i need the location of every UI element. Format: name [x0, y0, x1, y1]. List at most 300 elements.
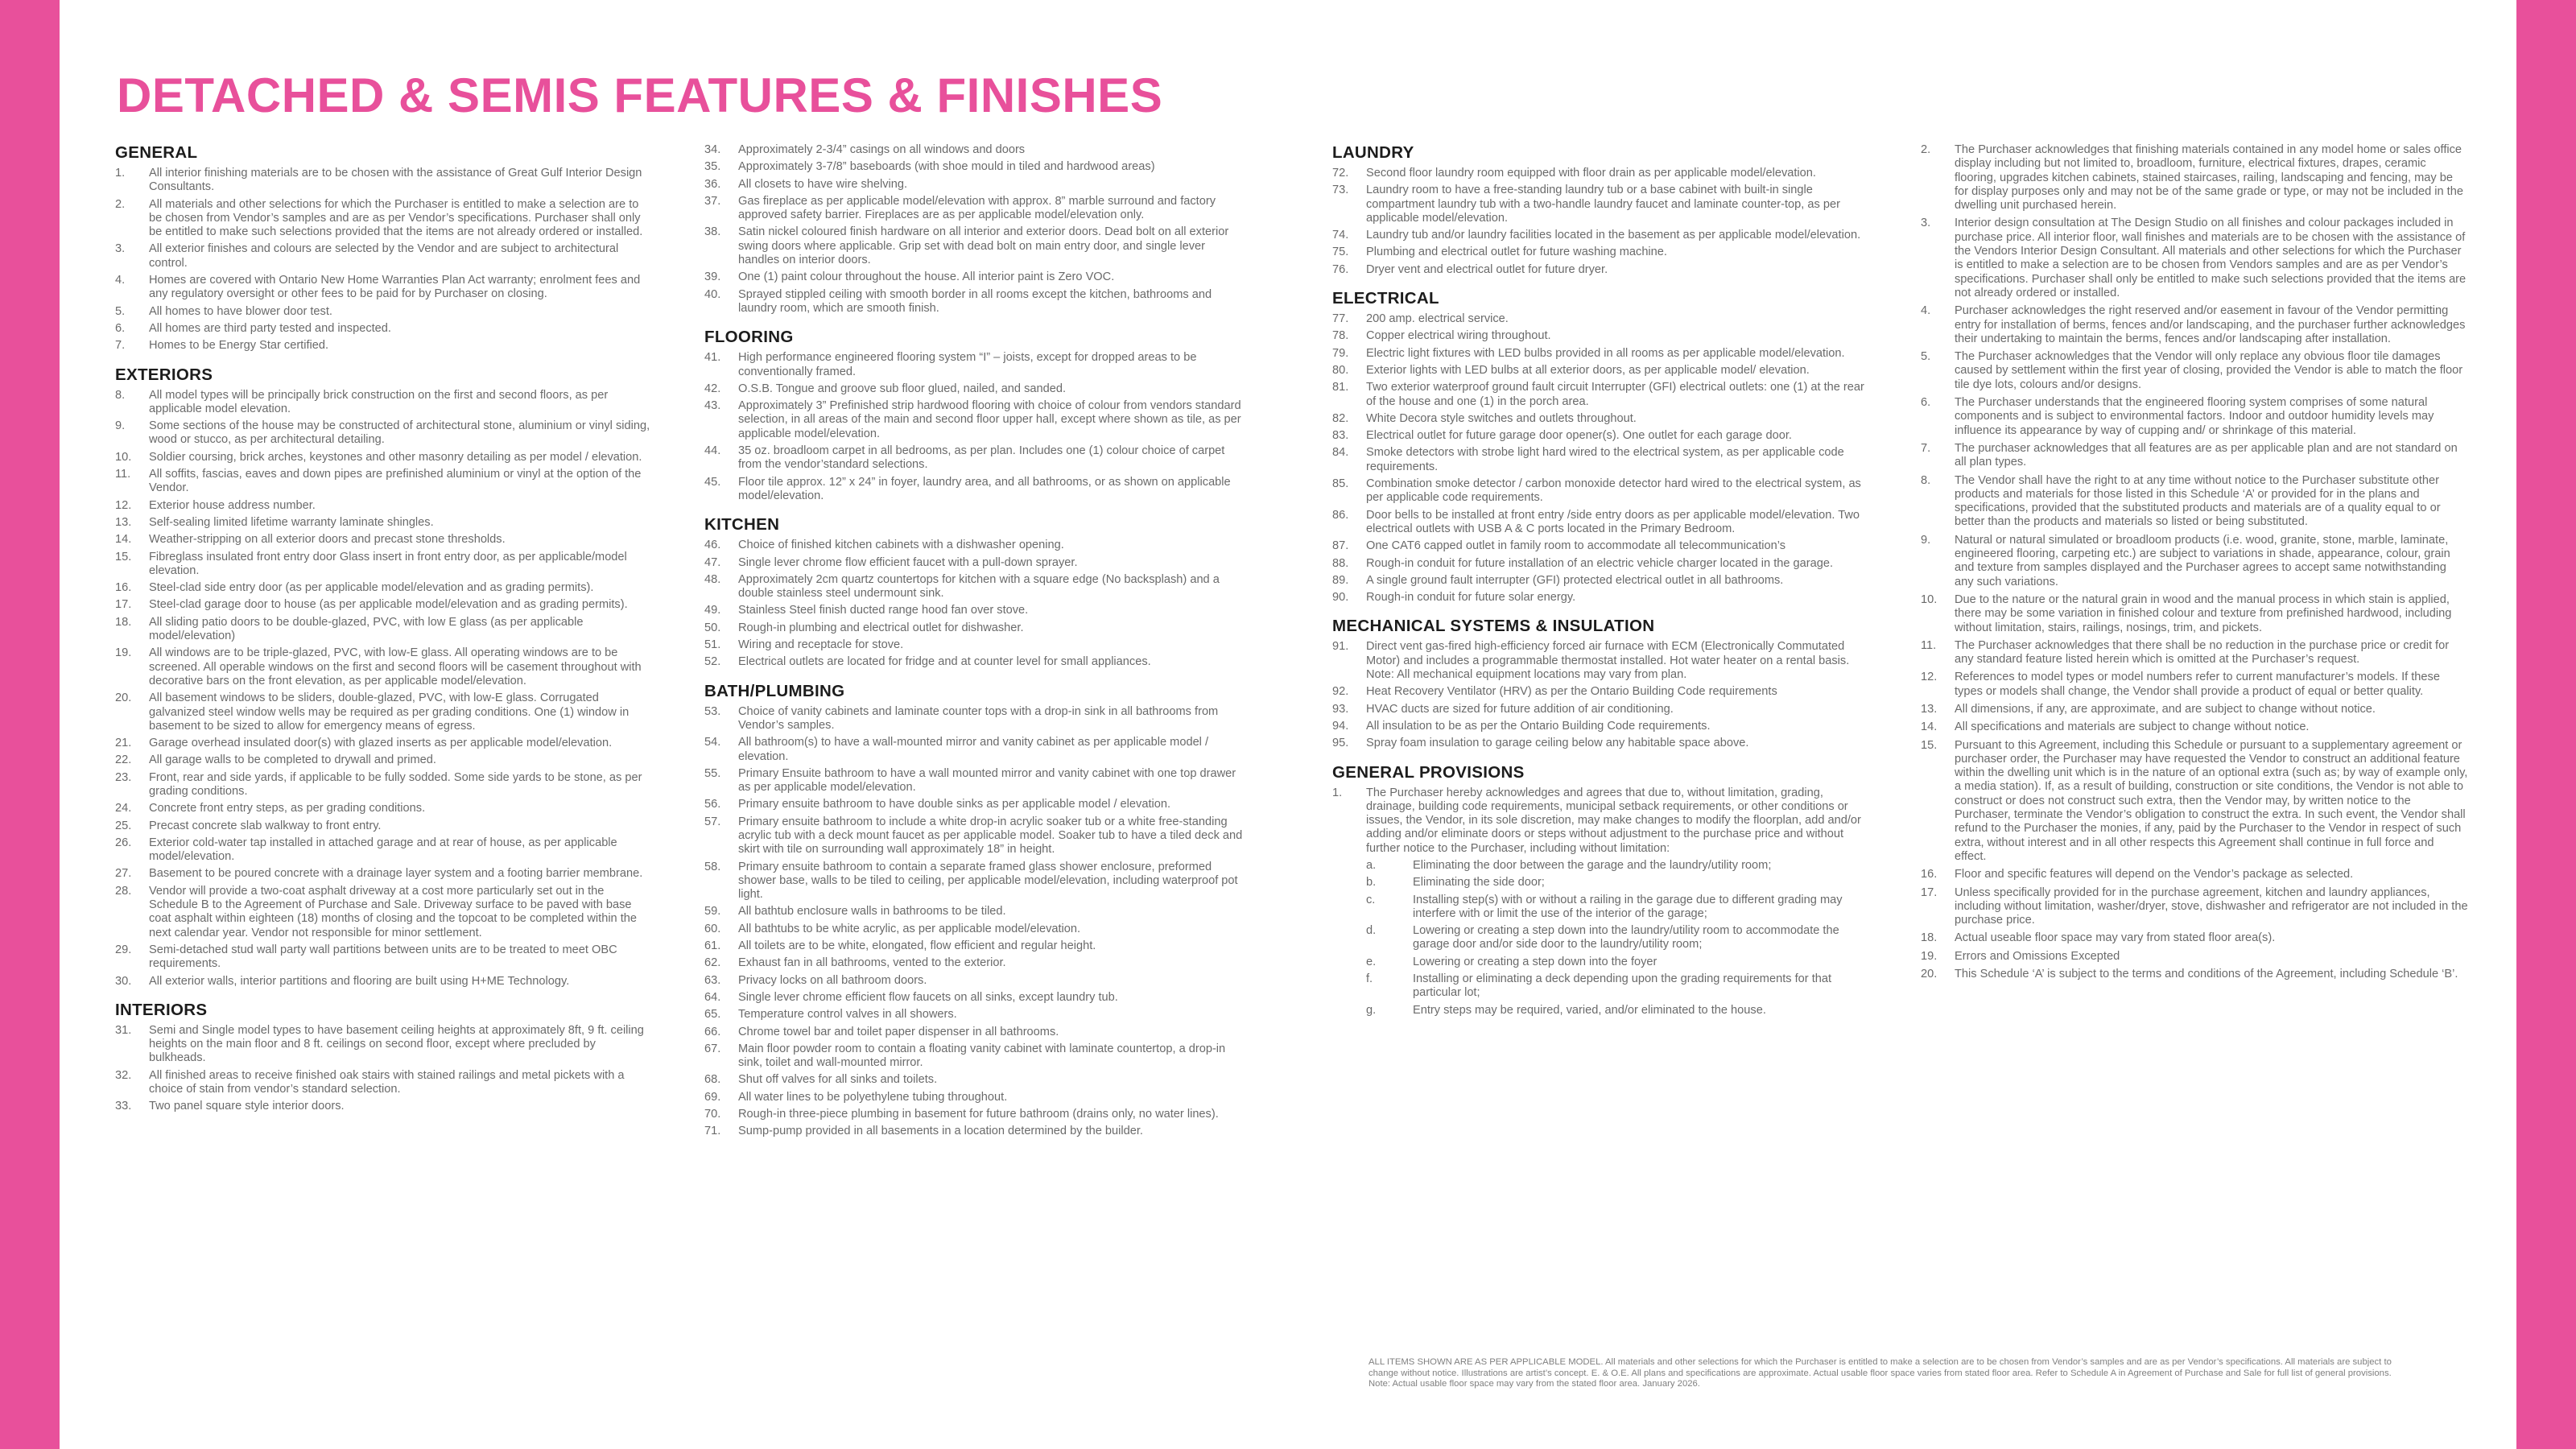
item-text-block: [738, 160, 1244, 174]
sub-item: [1366, 859, 1872, 873]
list-item: [704, 815, 1244, 857]
item-text-block: [1366, 381, 1872, 409]
item-text-block: [149, 802, 650, 815]
item-number: 72.: [1332, 167, 1349, 180]
item-number: 61.: [704, 939, 721, 953]
item-number: 60.: [704, 922, 721, 935]
item-text: Floor and specific features will depend on the Vendor’s package as selected.: [1955, 868, 2354, 881]
list-item: [704, 1042, 1244, 1071]
item-text-block: [738, 539, 1244, 552]
item-text: Interior design consultation at The Design Studio on all finishes and colour packages included in purchase price. All interior floor, wall finishes and materials are to be chosen with the assistance of the Vendors Interior Design Consultant. All materials and other selections for which the Purchaser is entitled to make a selection are to be chosen from Vendors samples and are as per Vendor’s specifications. Purchaser shall only be entitled to make such selections provided that the items are not already ordered or installed.: [1955, 217, 2467, 299]
item-text: All toilets are to be white, elongated, flow efficient and regular height.: [738, 939, 1096, 953]
item-number: 92.: [1332, 685, 1349, 699]
item-number: 18.: [1921, 931, 1938, 945]
item-text: Direct vent gas-fired high-efficiency forced air furnace with ECM (Electronically Commutated Motor) and includes a programmable thermostat installed. Hot water heater on a rental basis. Note: All mechanical equipment locations may vary from plan.: [1366, 640, 1850, 682]
item-text-block: [149, 389, 650, 417]
item-number: 8.: [1921, 473, 1931, 487]
list-item: [704, 736, 1244, 764]
item-text-block: [738, 798, 1244, 811]
item-number: 42.: [704, 382, 721, 395]
item-list: [704, 539, 1244, 669]
item-number: 4.: [1921, 304, 1931, 318]
disclaimer-text: ALL ITEMS SHOWN ARE AS PER APPLICABLE MODEL. All materials and other selections for which the Purchaser is entitled to make a selection are to be chosen from Vendor’s samples and are as per Vendor’s specifications. All materials are subject to change without notice. Illustrations are artist’s concept. E. & O.E. All plans and specifications are approximate. Actual usable floor space varies from stated floor area. Refer to Schedule A in Agreement of Purchase and Sale for full list of general provisions. Note: Actual usable floor space may vary from the stated floor area. January 2026.: [1368, 1357, 2392, 1389]
item-text: All homes are third party tested and inspected.: [149, 321, 391, 335]
item-text: Rough-in conduit for future solar energy.: [1366, 591, 1576, 605]
item-text: White Decora style switches and outlets throughout.: [1366, 411, 1637, 425]
item-text: The Purchaser acknowledges that finishing materials contained in any model home or sales office display including but not limited to, broadloom, furniture, electrical fixtures, drapes, ceramic flooring, upgrades kitchen cabinets, stained staircases, railing, landscaping and fencing, may be for display purposes only and may not be of the same grade or type, or may not be included in the dwelling unit purchased herein.: [1955, 143, 2463, 213]
item-number: 16.: [115, 581, 132, 595]
item-text-block: [149, 885, 650, 940]
item-text: Combination smoke detector / carbon monoxide detector hard wired to the electrical system, as per applicable code requirements.: [1366, 477, 1861, 505]
section: [1332, 289, 1872, 605]
list-item: [115, 551, 650, 579]
sub-item-text: Installing step(s) with or without a railing in the garage due to different grading may interfere with or limit the use of the interior of the garage;: [1413, 893, 1843, 920]
list-item: [1332, 509, 1872, 537]
item-text: The Vendor shall have the right to at any time without notice to the Purchaser substitute other products and materials for those listed in this Schedule ‘A’ or provided for in the plans and specifications, provided that the substituted products and materials are of a quality equal to or better than the products and materials so listed or being substituted.: [1955, 473, 2441, 529]
list-item: [1332, 539, 1872, 553]
item-number: 75.: [1332, 246, 1349, 259]
list-item: [1921, 474, 2468, 530]
item-number: 84.: [1332, 446, 1349, 460]
item-text-block: [1955, 868, 2468, 881]
item-text: Soldier coursing, brick arches, keystones and other masonry detailing as per model / elevation.: [149, 450, 642, 464]
section: [1332, 763, 1872, 1021]
item-number: 55.: [704, 766, 721, 780]
item-text-block: [738, 573, 1244, 601]
item-number: 67.: [704, 1042, 721, 1055]
list-item: [704, 939, 1244, 953]
item-text: Stainless Steel finish ducted range hood fan over stove.: [738, 604, 1029, 617]
item-number: 14.: [1921, 720, 1938, 734]
item-text-block: [149, 468, 650, 496]
sub-item: [1366, 876, 1872, 890]
list-item: [704, 225, 1244, 267]
item-text-block: [149, 167, 650, 195]
item-number: 88.: [1332, 556, 1349, 570]
item-number: 1.: [1332, 786, 1343, 799]
item-text-block: [738, 974, 1244, 988]
list-item: [704, 1026, 1244, 1039]
list-item: [1332, 167, 1872, 180]
item-number: 29.: [115, 943, 132, 956]
item-number: 62.: [704, 956, 721, 970]
item-text: The Purchaser acknowledges that the Vendor will only replace any obvious floor tile damages caused by settlement within the first year of closing, provided the Vendor is able to match the floor tile dye lots, colours and/or designs.: [1955, 350, 2463, 391]
item-number: 86.: [1332, 508, 1349, 522]
list-item: [1332, 591, 1872, 605]
sub-item-text: Eliminating the side door;: [1413, 876, 1545, 890]
item-text-block: [1366, 703, 1872, 716]
list-item: [704, 655, 1244, 669]
sub-item-letter: c.: [1366, 893, 1376, 906]
item-number: 15.: [1921, 738, 1938, 752]
item-number: 5.: [115, 304, 126, 318]
item-text: Exterior cold-water tap installed in attached garage and at rear of house, as per applicable model/elevation.: [149, 836, 617, 864]
section: [704, 143, 1244, 316]
item-text: Errors and Omissions Excepted: [1955, 949, 2120, 963]
item-text-block: [738, 399, 1244, 441]
item-text: Rough-in three-piece plumbing in basement for future bathroom (drains only, no water lines).: [738, 1108, 1219, 1121]
item-text: Purchaser acknowledges the right reserved and/or easement in favour of the Vendor permitting entry for installation of berms, fences and/or landscaping, and the purchaser further acknowledges their undertaking to maintain the berms, fences and/or landscaping after installation.: [1955, 304, 2466, 345]
list-item: [704, 705, 1244, 733]
item-number: 10.: [115, 450, 132, 464]
item-text: Electrical outlets are located for fridge and at counter level for small appliances.: [738, 655, 1151, 669]
list-item: [1921, 886, 2468, 928]
item-text: Homes to be Energy Star certified.: [149, 339, 329, 353]
sub-item: [1366, 894, 1872, 922]
item-text: References to model types or model numbers refer to current manufacturer’s models. If these types or models shall change, the Vendor shall provide a product of equal or better quality.: [1955, 671, 2440, 698]
item-number: 76.: [1332, 262, 1349, 276]
item-text-block: [149, 533, 650, 547]
section-title: FLOORING: [704, 328, 794, 347]
item-number: 11.: [1921, 638, 1937, 652]
item-number: 7.: [1921, 441, 1931, 455]
section: [115, 365, 650, 989]
section-title: ELECTRICAL: [1332, 289, 1439, 308]
item-text: Approximately 2-3/4” casings on all windows and doors: [738, 143, 1026, 156]
item-number: 40.: [704, 287, 721, 301]
list-item: [1921, 703, 2468, 716]
list-item: [115, 339, 650, 353]
section-title: GENERAL: [115, 143, 198, 162]
item-list: [1332, 640, 1872, 750]
item-number: 17.: [115, 598, 132, 612]
item-text: This Schedule ‘A’ is subject to the terms and conditions of the Agreement, including Schedule ‘B’.: [1955, 968, 2458, 981]
list-item: [115, 943, 650, 972]
item-number: 73.: [1332, 184, 1349, 197]
sub-item-letter: f.: [1366, 972, 1373, 986]
item-list: [115, 389, 650, 989]
item-number: 43.: [704, 399, 721, 413]
item-text: Precast concrete slab walkway to front entry.: [149, 819, 382, 832]
item-number: 2.: [1921, 143, 1931, 156]
section: [704, 515, 1244, 669]
item-number: 87.: [1332, 539, 1349, 553]
item-list: [704, 705, 1244, 1139]
item-number: 14.: [115, 533, 132, 547]
list-item: [704, 160, 1244, 174]
list-item: [1332, 640, 1872, 682]
item-text: All sliding patio doors to be double-glazed, PVC, with low E glass (as per applicable model/elevation): [149, 615, 584, 643]
item-number: 59.: [704, 905, 721, 919]
item-number: 63.: [704, 973, 721, 987]
list-item: [115, 581, 650, 595]
item-text: Sump-pump provided in all basements in a location determined by the builder.: [738, 1125, 1143, 1138]
item-text: Exhaust fan in all bathrooms, vented to the exterior.: [738, 956, 1006, 970]
item-number: 12.: [1921, 671, 1938, 684]
item-text: The purchaser acknowledges that all features are as per applicable plan and are not standard on all plan types.: [1955, 441, 2458, 469]
item-number: 94.: [1332, 719, 1349, 733]
item-number: 6.: [115, 321, 126, 335]
item-text-block: [738, 288, 1244, 316]
item-list: [1332, 312, 1872, 605]
item-text-block: [1366, 574, 1872, 588]
item-number: 11.: [115, 468, 131, 481]
item-text: Door bells to be installed at front entry /side entry doors as per applicable model/elevation. Two electrical outlets with USB A & C ports located in the Primary Bedroom.: [1366, 508, 1860, 535]
sub-item: [1366, 956, 1872, 969]
list-item: [1921, 968, 2468, 981]
item-number: 74.: [1332, 229, 1349, 242]
item-text: Electric light fixtures with LED bulbs provided in all rooms as per applicable model/elevation.: [1366, 346, 1845, 360]
column-3: [1332, 143, 1872, 1033]
list-item: [1332, 312, 1872, 326]
item-text-block: [738, 382, 1244, 396]
section-title: MECHANICAL SYSTEMS & INSULATION: [1332, 617, 1655, 636]
item-text-block: [738, 178, 1244, 192]
item-number: 24.: [115, 802, 132, 815]
item-number: 52.: [704, 655, 721, 669]
item-text: 200 amp. electrical service.: [1366, 312, 1509, 326]
item-number: 41.: [704, 351, 721, 365]
item-text: All interior finishing materials are to be chosen with the assistance of Great Gulf Interior Design Consultants.: [149, 167, 642, 194]
item-text: All garage walls to be completed to drywall and primed.: [149, 753, 436, 767]
list-item: [1921, 739, 2468, 865]
item-number: 3.: [1921, 217, 1931, 230]
list-item: [115, 867, 650, 881]
list-item: [115, 691, 650, 733]
list-item: [1332, 446, 1872, 474]
item-number: 31.: [115, 1023, 132, 1037]
item-text-block: [1955, 534, 2468, 589]
list-item: [115, 885, 650, 940]
item-number: 5.: [1921, 350, 1931, 364]
item-text-block: [149, 771, 650, 799]
item-text-block: [149, 581, 650, 595]
item-text: Concrete front entry steps, as per grading conditions.: [149, 802, 426, 815]
item-text: Fibreglass insulated front entry door Glass insert in front entry door, as per applicable/model elevation.: [149, 550, 627, 577]
item-text-block: [149, 1069, 650, 1097]
item-text: Steel-clad garage door to house (as per applicable model/elevation and as grading permits).: [149, 598, 628, 612]
item-number: 56.: [704, 798, 721, 811]
sub-item-text: Entry steps may be required, varied, and/or eliminated to the house.: [1413, 1003, 1766, 1017]
list-item: [704, 798, 1244, 811]
item-text-block: [1955, 217, 2468, 300]
list-item: [704, 573, 1244, 601]
item-text-block: [149, 943, 650, 972]
list-item: [704, 382, 1244, 396]
item-list: [1921, 143, 2468, 981]
list-item: [704, 178, 1244, 192]
item-text-block: [149, 499, 650, 513]
item-text-block: [1955, 396, 2468, 438]
list-item: [115, 451, 650, 464]
item-text-block: [1366, 720, 1872, 733]
item-text: A single ground fault interrupter (GFI) protected electrical outlet in all bathrooms.: [1366, 573, 1784, 587]
item-text-block: [738, 991, 1244, 1005]
item-text: HVAC ducts are sized for future addition of air conditioning.: [1366, 702, 1674, 716]
item-text-block: [1366, 557, 1872, 571]
list-item: [1332, 329, 1872, 343]
list-item: [1332, 229, 1872, 242]
section-title: KITCHEN: [704, 515, 780, 535]
item-text-block: [738, 956, 1244, 970]
item-text: Privacy locks on all bathroom doors.: [738, 973, 927, 987]
section: [1921, 143, 2468, 981]
item-text: All homes to have blower door test.: [149, 304, 332, 318]
item-number: 10.: [1921, 592, 1938, 606]
item-text: All bathroom(s) to have a wall-mounted mirror and vanity cabinet as per applicable model / elevation.: [738, 736, 1209, 763]
section-title: BATH/PLUMBING: [704, 681, 845, 700]
list-item: [115, 646, 650, 688]
item-text-block: [1366, 167, 1872, 180]
list-item: [1921, 593, 2468, 635]
list-item: [115, 274, 650, 302]
item-text-block: [149, 737, 650, 750]
item-number: 34.: [704, 143, 721, 156]
item-text-block: [149, 516, 650, 530]
list-item: [115, 468, 650, 496]
list-item: [704, 399, 1244, 441]
list-item: [115, 322, 650, 336]
item-text-block: [149, 1100, 650, 1113]
left-accent-band: [0, 0, 60, 1449]
item-text-block: [738, 655, 1244, 669]
item-number: 51.: [704, 638, 721, 652]
item-number: 36.: [704, 177, 721, 191]
item-text: Rough-in conduit for future installation of an electric vehicle charger located in the garage.: [1366, 556, 1834, 570]
item-text-block: [738, 195, 1244, 223]
item-text: The Purchaser hereby acknowledges and agrees that due to, without limitation, grading, drainage, building code requirements, municipal setback requirements, or other conditions or issues, the Vendor, in its sole discretion, may make changes to modify the floorplan, add and/or adding and/or eliminate doors or steps without adjustment to the purchase price and without further notice to the Purchaser, including without limitation:: [1366, 786, 1861, 855]
sub-item-letter: b.: [1366, 876, 1377, 890]
item-text-block: [738, 1091, 1244, 1104]
item-number: 19.: [115, 646, 132, 660]
item-text: Wiring and receptacle for stove.: [738, 638, 904, 652]
item-number: 83.: [1332, 429, 1349, 443]
list-item: [1332, 786, 1872, 1021]
item-text: Laundry room to have a free-standing laundry tub or a base cabinet with built-in single compartment laundry tub with a two-handle laundry faucet and laminate counter-top, as per applicable model/elevation.: [1366, 184, 1840, 225]
item-text-block: [149, 867, 650, 881]
item-number: 32.: [115, 1068, 132, 1082]
item-text-block: [1366, 263, 1872, 277]
item-number: 49.: [704, 604, 721, 617]
item-text: Unless specifically provided for in the purchase agreement, kitchen and laundry appliances, including without limitation, washer/dryer, stove, dishwasher and refrigerator are not included in the purchase price.: [1955, 886, 2468, 927]
item-text: Floor tile approx. 12” x 24” in foyer, laundry area, and all bathrooms, or as shown on applicable model/elevation.: [738, 475, 1231, 502]
item-text-block: [738, 905, 1244, 919]
section: [1332, 617, 1872, 750]
list-item: [1332, 720, 1872, 733]
item-text: Semi-detached stud wall party wall partitions between units are to be treated to meet OBC requirements.: [149, 943, 617, 971]
sub-item: [1366, 972, 1872, 1001]
section: [115, 1001, 650, 1114]
item-text-block: [1955, 474, 2468, 530]
list-item: [115, 1069, 650, 1097]
column-1: [115, 143, 650, 1126]
item-text-block: [1955, 703, 2468, 716]
item-number: 85.: [1332, 477, 1349, 491]
item-text: Basement to be poured concrete with a drainage layer system and a footing barrier membrane.: [149, 867, 643, 881]
item-text: Primary ensuite bathroom to include a white drop-in acrylic soaker tub or a white free-standing acrylic tub with a deck mount faucet as per applicable model. Soaker tub to have a tiled deck and skirt with tile on surrounding wall approximately 18” in height.: [738, 815, 1243, 857]
item-text-block: [1955, 143, 2468, 213]
item-number: 19.: [1921, 949, 1938, 963]
item-number: 47.: [704, 555, 721, 569]
list-item: [1332, 246, 1872, 259]
list-item: [115, 419, 650, 448]
list-item: [704, 638, 1244, 652]
item-text-block: [738, 736, 1244, 764]
list-item: [704, 476, 1244, 504]
item-text-block: [1955, 593, 2468, 635]
item-text: Gas fireplace as per applicable model/elevation with approx. 8” marble surround and factory approved safety barrier. Fireplaces are as per applicable model/elevation only.: [738, 194, 1216, 222]
item-text-block: [149, 242, 650, 270]
item-text: Front, rear and side yards, if applicable to be fully sodded. Some side yards to be stone, as per grading conditions.: [149, 770, 642, 798]
list-item: [1332, 477, 1872, 506]
list-item: [704, 956, 1244, 970]
list-item: [115, 616, 650, 644]
item-text: Garage overhead insulated door(s) with glazed inserts as per applicable model/elevation.: [149, 737, 613, 750]
item-text-block: [738, 705, 1244, 733]
list-item: [1332, 263, 1872, 277]
item-text-block: [1955, 442, 2468, 470]
item-number: 22.: [115, 753, 132, 767]
item-text-block: [738, 767, 1244, 795]
item-number: 26.: [115, 836, 132, 849]
list-item: [115, 1024, 650, 1066]
list-item: [1921, 868, 2468, 881]
item-text: All windows are to be triple-glazed, PVC, with low-E glass. All operating windows are to be screened. All operable windows on the first and second floors will be casement throughout with decorative bars on the front elevation, as per applicable model/elevation.: [149, 646, 642, 687]
list-item: [704, 991, 1244, 1005]
section-title: INTERIORS: [115, 1000, 208, 1019]
item-text-block: [1955, 720, 2468, 734]
item-number: 44.: [704, 444, 721, 458]
item-number: 57.: [704, 815, 721, 828]
item-text: All finished areas to receive finished oak stairs with stained railings and metal pickets with a choice of stain from vendor’s standard selection.: [149, 1068, 625, 1096]
item-number: 80.: [1332, 363, 1349, 377]
item-number: 68.: [704, 1073, 721, 1087]
item-number: 54.: [704, 736, 721, 749]
item-text: High performance engineered flooring system “I” – joists, except for dropped areas to be conventionally framed.: [738, 351, 1197, 378]
item-number: 8.: [115, 388, 126, 402]
item-text: Temperature control valves in all showers.: [738, 1008, 957, 1022]
item-text: All dimensions, if any, are approximate, and are subject to change without notice.: [1955, 702, 2376, 716]
list-item: [704, 556, 1244, 570]
list-item: [1921, 534, 2468, 589]
item-text: Single lever chrome efficient flow faucets on all sinks, except laundry tub.: [738, 990, 1118, 1004]
item-text-block: [1955, 739, 2468, 865]
list-item: [704, 1108, 1244, 1121]
item-text: 35 oz. broadloom carpet in all bedrooms, as per plan. Includes one (1) colour choice of carpet from the vendor’standard selections.: [738, 444, 1225, 472]
sub-item-letter: e.: [1366, 955, 1377, 968]
item-number: 33.: [115, 1100, 132, 1113]
item-number: 77.: [1332, 312, 1349, 326]
item-text: Plumbing and electrical outlet for future washing machine.: [1366, 246, 1667, 259]
item-number: 7.: [115, 339, 126, 353]
item-number: 50.: [704, 621, 721, 634]
list-item: [1332, 381, 1872, 409]
item-number: 30.: [115, 974, 132, 988]
item-number: 35.: [704, 160, 721, 174]
list-item: [1332, 557, 1872, 571]
item-number: 1.: [115, 167, 126, 180]
item-text-block: [149, 975, 650, 989]
list-item: [115, 975, 650, 989]
item-number: 95.: [1332, 737, 1349, 750]
item-text: All exterior finishes and colours are selected by the Vendor and are subject to architectural control.: [149, 242, 619, 270]
item-text-block: [149, 274, 650, 302]
item-text-block: [1955, 639, 2468, 667]
item-number: 2.: [115, 197, 126, 211]
item-text-block: [1366, 184, 1872, 225]
item-text-block: [1955, 931, 2468, 945]
list-item: [1332, 703, 1872, 716]
item-text-block: [149, 419, 650, 448]
sub-item: [1366, 924, 1872, 952]
item-text-block: [738, 923, 1244, 936]
item-text: Two panel square style interior doors.: [149, 1100, 345, 1113]
item-number: 39.: [704, 270, 721, 284]
item-text-block: [1366, 412, 1872, 426]
list-item: [1921, 671, 2468, 699]
item-list: [1332, 167, 1872, 277]
item-text-block: [1366, 364, 1872, 378]
